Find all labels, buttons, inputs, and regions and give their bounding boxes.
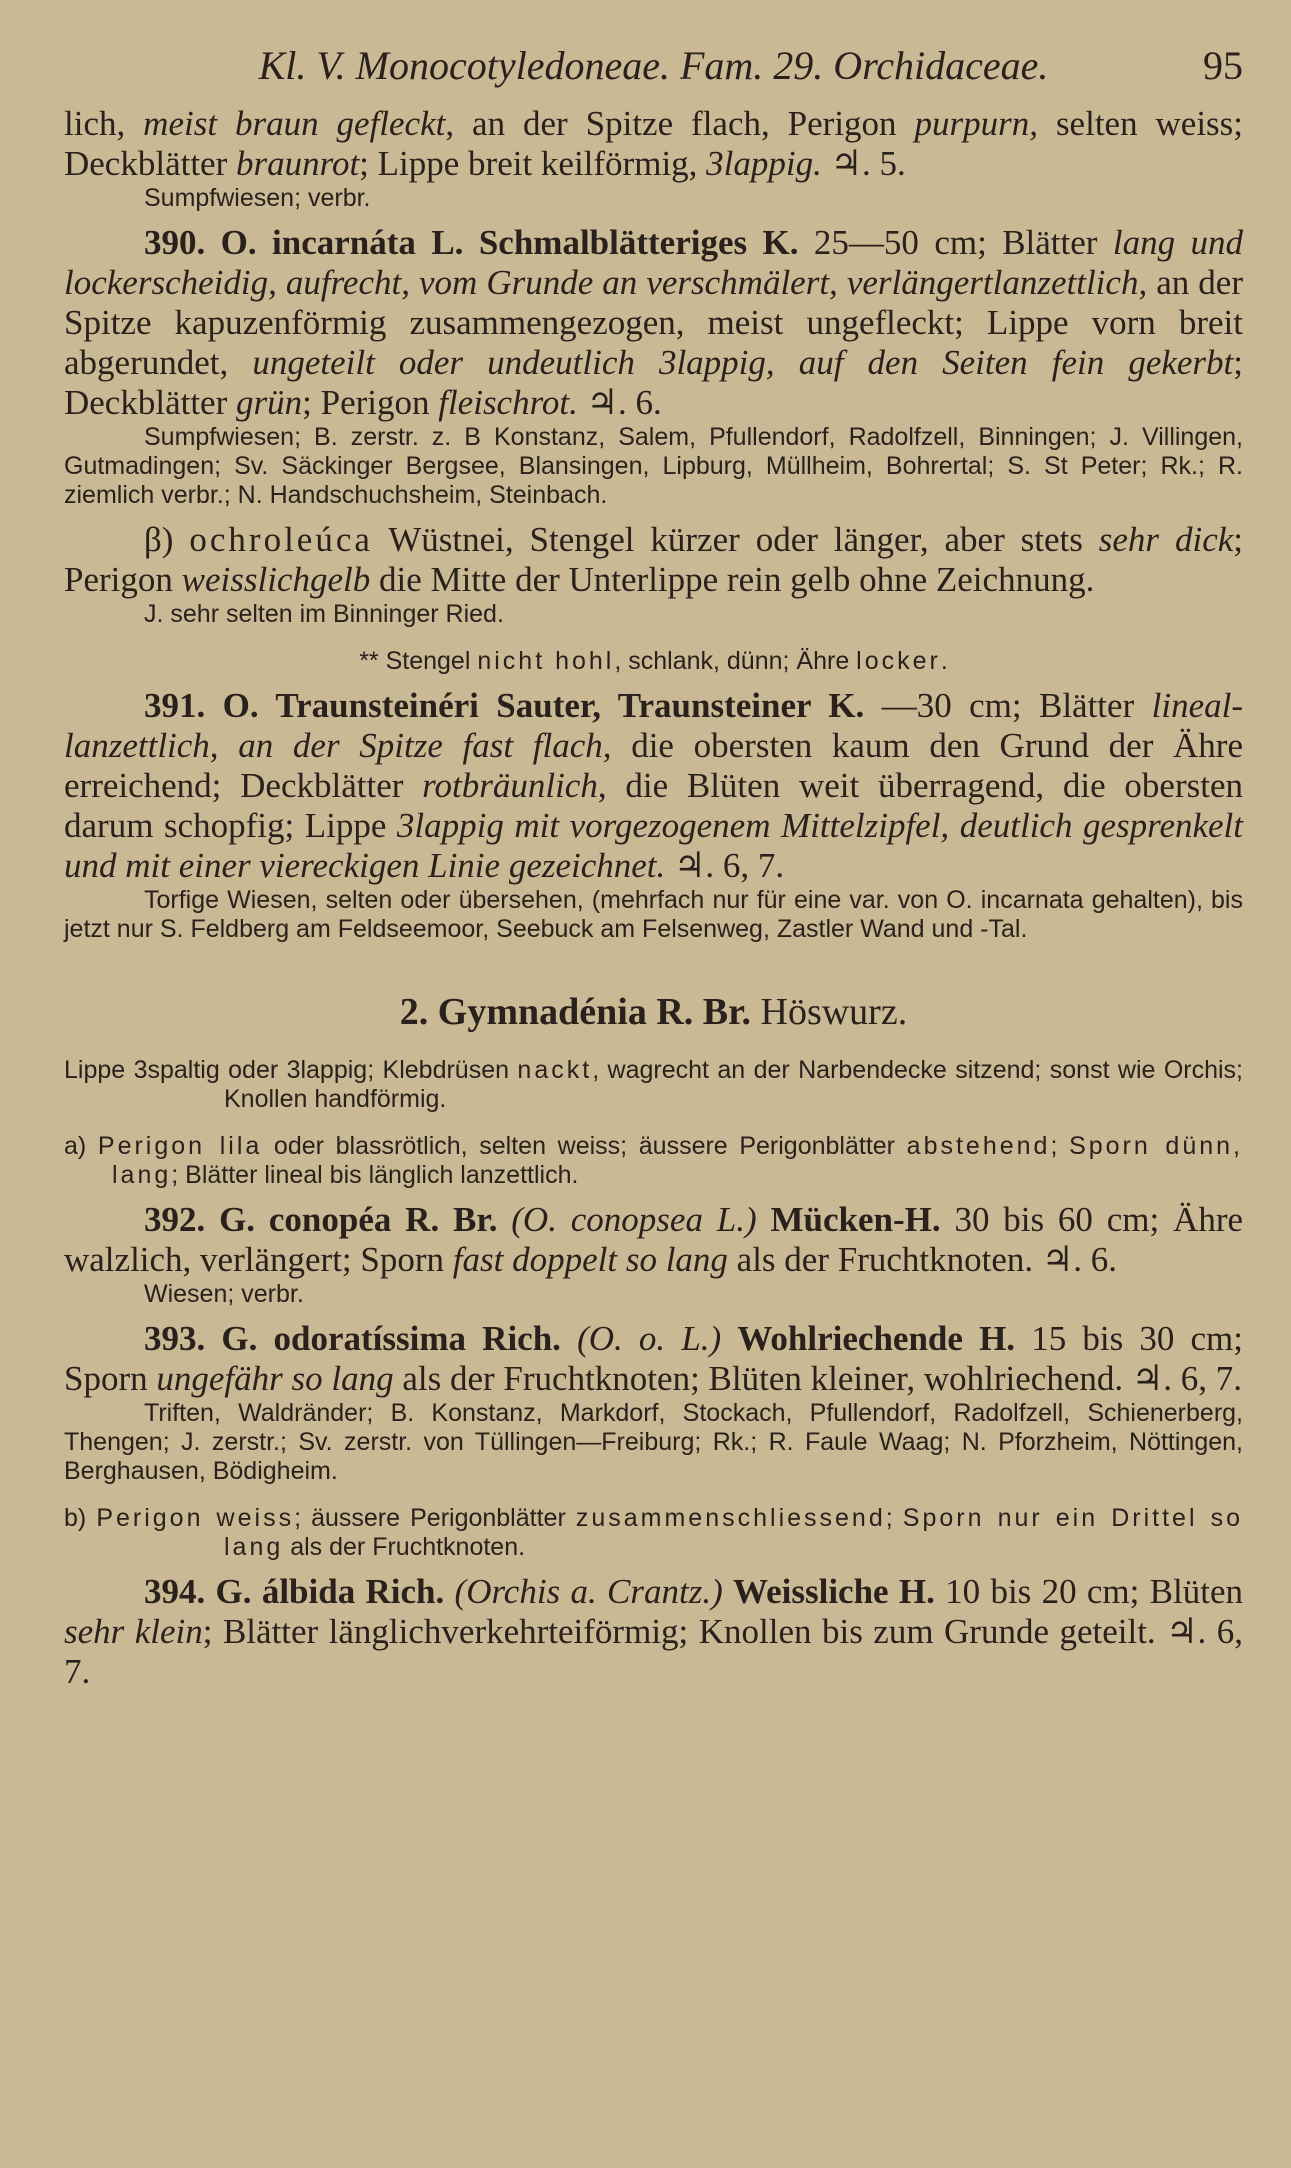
species-392: 392. G. conopéa R. Br. (O. conopsea L.) Mücken-H. 30 bis 60 cm; Ähre walzlich, verlängert; Sporn fast doppelt so lang als der Fruchtknoten. ♃. 6. [64,1200,1244,1279]
species-heading: 392. G. conopéa R. Br. [144,1200,498,1239]
habitat-note: J. sehr selten im Binninger Ried. [144,600,504,628]
habitat-note: Wiesen; verbr. [144,1280,304,1308]
genus-heading: 2. Gymnadénia R. Br. Höswurz. [399,991,908,1033]
species-heading: 394. G. álbida Rich. [144,1572,445,1611]
species-heading: 391. O. Traunsteinéri Sauter, Traunsteiner K. [144,686,865,725]
continued-description: lich, meist braun gefleckt, an der Spitze flach, Perigon purpurn, selten weiss; Deckblätter braunrot; Lippe breit keilförmig, 3lappig. ♃. 5. [64,104,1244,183]
species-391: 391. O. Traunsteinéri Sauter, Traunsteiner K. —30 cm; Blätter lineal-lanzettlich, an der Spitze fast flach, die obersten kaum den Grund der Ähre erreichend; Deckblätter rotbräunlich, die Blüten weit überragend, die obersten darum schopfig; Lippe 3lappig mit vorgezogenem Mittelzipfel, deutlich gesprenkelt und mit einer viereckigen Linie gezeichnet. ♃. 6, 7. [64,686,1244,885]
genus-description: Lippe 3spaltig oder 3lappig; Klebdrüsen nackt, wagrecht an der Narbendecke sitzend; sonst wie Orchis; Knollen handförmig. [64,1056,1243,1113]
species-394: 394. G. álbida Rich. (Orchis a. Crantz.) Weissliche H. 10 bis 20 cm; Blüten sehr klein; Blätter länglichverkehrteiförmig; Knollen bis zum Grunde geteilt. ♃. 6, 7. [64,1572,1243,1691]
species-heading: 393. G. odoratíssima Rich. [144,1319,561,1358]
species-393: 393. G. odoratíssima Rich. (O. o. L.) Wohlriechende H. 15 bis 30 cm; Sporn ungefähr so lang als der Fruchtknoten; Blüten kleiner, wohlriechend. ♃. 6, 7. [64,1319,1243,1398]
running-header [64,42,1243,104]
habitat-note: Sumpfwiesen; B. zerstr. z. B Konstanz, Salem, Pfullendorf, Radolfzell, Binningen; J. Villingen, Gutmadingen; Sv. Säckinger Bergsee, Blansingen, Lipburg, Müllheim, Bohrertal; S. St Peter; Rk.; R. ziemlich verbr.; N. Handschuchsheim, Steinbach. [64,423,1243,509]
species-390: 390. O. incarnáta L. Schmalblätteriges K. 25—50 cm; Blätter lang und lockerscheidig, aufrecht, vom Grunde an verschmälert, verlängertlanzettlich, an der Spitze kapuzenförmig zusammengezogen, meist ungefleckt; Lippe vorn breit abgerundet, ungeteilt oder undeutlich 3lappig, auf den Seiten fein gekerbt; Deckblätter grün; Perigon fleischrot. ♃. 6. [64,223,1243,422]
habitat-note: Triften, Waldränder; B. Konstanz, Markdorf, Stockach, Pfullendorf, Radolfzell, Schienerberg, Thengen; J. zerstr.; Sv. zerstr. von Tüllingen—Freiburg; Rk.; R. Faule Waag; N. Pforzheim, Nöttingen, Berghausen, Bödigheim. [64,1399,1243,1485]
species-heading: 390. O. incarnáta L. Schmalblätteriges K. [144,223,799,262]
header-title: Kl. V. Monocotyledoneae. Fam. 29. Orchidaceae. [258,43,1049,88]
page-number: 95 [1203,43,1243,88]
habitat-note: Sumpfwiesen; verbr. [144,184,371,212]
group-b: b) Perigon weiss; äussere Perigonblätter zusammenschliessend; Sporn nur ein Drittel so lang als der Fruchtknoten. [64,1504,1243,1561]
group-a: a) Perigon lila oder blassrötlich, selten weiss; äussere Perigonblätter abstehend; Sporn dünn, lang; Blätter lineal bis länglich lanzettlich. [64,1132,1243,1189]
subgroup-heading: ** Stengel nicht hohl, schlank, dünn; Ähre locker. [359,647,948,675]
habitat-note: Torfige Wiesen, selten oder übersehen, (mehrfach nur für eine var. von O. incarnata gehalten), bis jetzt nur S. Feldberg am Feldseemoor, Seebuck am Felsenweg, Zastler Wand und -Tal. [64,886,1243,943]
variety-beta: β) ochroleúca Wüstnei, Stengel kürzer oder länger, aber stets sehr dick; Perigon weisslichgelb die Mitte der Unterlippe rein gelb ohne Zeichnung. [64,520,1243,599]
